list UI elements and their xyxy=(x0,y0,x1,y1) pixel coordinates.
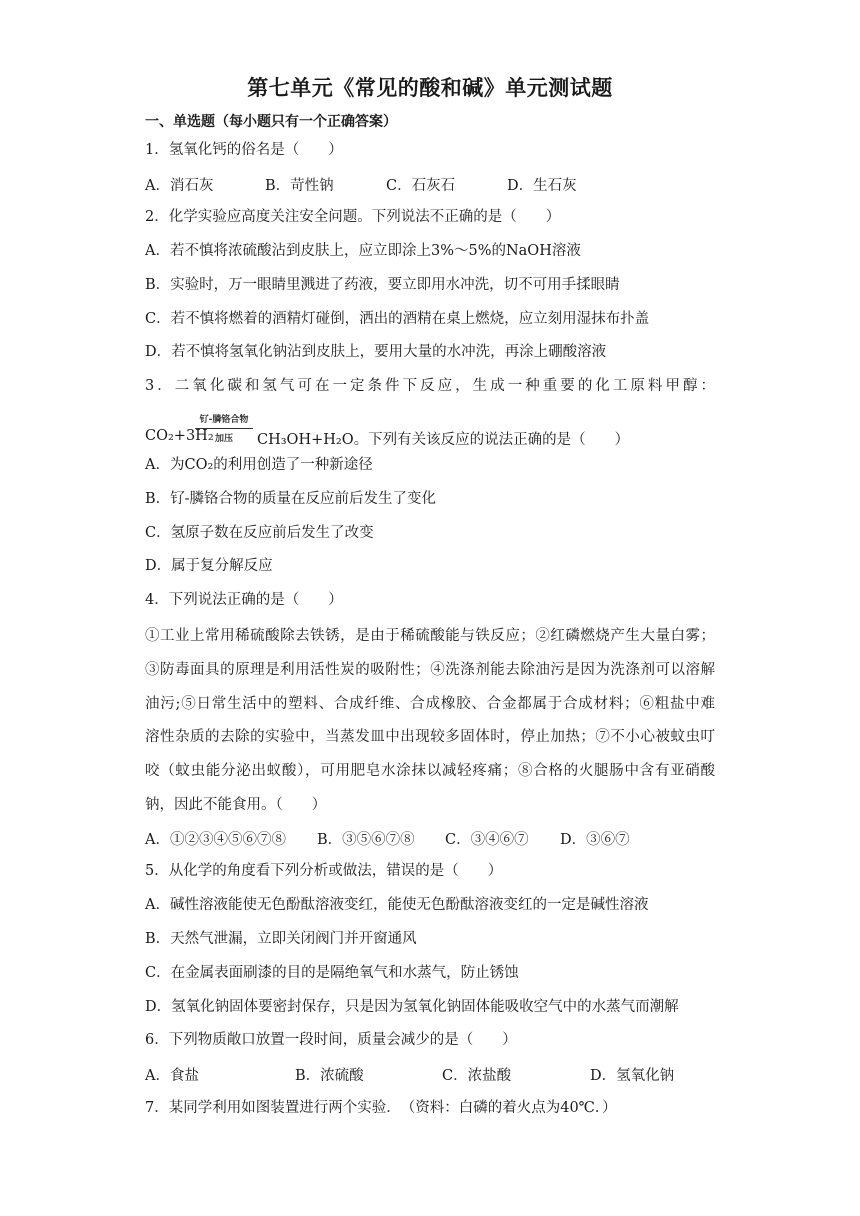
option-d: D．氢氧化钠 xyxy=(590,1068,675,1084)
equation-bar xyxy=(195,428,253,429)
question-4-stem: 4．下列说法正确的是（ ） xyxy=(145,592,343,608)
equation-pressure: 加压 xyxy=(214,434,233,444)
question-1-options xyxy=(145,174,715,194)
question-3-stem: 3．二氧化碳和氢气可在一定条件下反应，生成一种重要的化工原料甲醇： xyxy=(145,378,715,394)
question-4-body-line: 溶性杂质的去除的实验中，当蒸发皿中出现较多固体时，停止加热；⑦不小心被蚊虫叮 xyxy=(145,729,715,745)
question-4-body-line: 油污;⑤日常生活中的塑料、合成纤维、合成橡胶、合金都属于合成材料；⑥粗盐中难 xyxy=(145,696,715,712)
question-4-body-line: 咬（蚊虫能分泌出蚁酸），可用肥皂水涂抹以减轻疼痛；⑧合格的火腿肠中含有亚硝酸 xyxy=(145,763,715,779)
option-c: C．③④⑥⑦ xyxy=(445,832,529,848)
question-6-options xyxy=(145,1064,715,1084)
page-title: 第七单元《常见的酸和碱》单元测试题 xyxy=(247,76,613,100)
question-7-stem: 7．某同学利用如图装置进行两个实验． （资料：白磷的着火点为40℃．） xyxy=(145,1100,617,1116)
question-5-option-a: A．碱性溶液能使无色酚酞溶液变红，能使无色酚酞溶液变红的一定是碱性溶液 xyxy=(145,897,649,913)
option-b: B．苛性钠 xyxy=(265,178,334,194)
question-3-option-c: C．氢原子数在反应前后发生了改变 xyxy=(145,525,374,541)
question-3-option-a: A．为CO₂的利用创造了一种新途径 xyxy=(145,457,373,473)
equation-products-and-question: CH₃OH+H₂O。下列有关该反应的说法正确的是（ ） xyxy=(257,432,630,448)
option-a: A．消石灰 xyxy=(145,178,214,194)
option-d: D．③⑥⑦ xyxy=(560,832,630,848)
question-2-option-b: B．实验时，万一眼睛里溅进了药液，要立即用水冲洗，切不可用手揉眼睛 xyxy=(145,277,620,293)
question-2-stem: 2．化学实验应高度关注安全问题。下列说法不正确的是（ ） xyxy=(145,209,561,225)
equation-catalyst: 钌-膦铬合物 xyxy=(199,415,249,425)
question-4-body-line: 钠，因此不能食用。（ ） xyxy=(145,797,327,813)
question-4-body-line: ①工业上常用稀硫酸除去铁锈，是由于稀硫酸能与铁反应；②红磷燃烧产生大量白雾； xyxy=(145,628,715,644)
section-heading: 一、单选题（每小题只有一个正确答案） xyxy=(145,114,397,130)
option-c: C．石灰石 xyxy=(386,178,456,194)
option-c: C．浓盐酸 xyxy=(442,1068,512,1084)
option-a: A．食盐 xyxy=(145,1068,199,1084)
question-2-option-a: A．若不慎将浓硫酸沾到皮肤上，应立即涂上3%～5%的NaOH溶液 xyxy=(145,243,581,259)
question-2-option-c: C．若不慎将燃着的酒精灯碰倒，洒出的酒精在桌上燃烧，应立刻用湿抹布扑盖 xyxy=(145,311,650,327)
equation-reactants: CO₂+3H₂ xyxy=(145,428,214,444)
option-b: B．③⑤⑥⑦⑧ xyxy=(317,832,415,848)
equation-condition-arrow xyxy=(193,412,255,452)
question-4-body-line: ③防毒面具的原理是利用活性炭的吸附性；④洗涤剂能去除油污是因为洗涤剂可以溶解 xyxy=(145,662,715,678)
question-3-option-b: B．钌-膦铬合物的质量在反应前后发生了变化 xyxy=(145,491,437,507)
question-6-stem: 6．下列物质敞口放置一段时间，质量会减少的是（ ） xyxy=(145,1032,517,1048)
question-5-option-d: D．氢氧化钠固体要密封保存，只是因为氢氧化钠固体能吸收空气中的水蒸气而潮解 xyxy=(145,999,679,1015)
question-3-option-d: D．属于复分解反应 xyxy=(145,558,273,574)
question-4-options xyxy=(145,828,715,848)
option-a: A．①②③④⑤⑥⑦⑧ xyxy=(145,832,286,848)
chemical-equation xyxy=(145,410,715,458)
question-5-option-c: C．在金属表面刷漆的目的是隔绝氧气和水蒸气，防止锈蚀 xyxy=(145,965,519,981)
question-1-stem: 1．氢氧化钙的俗名是（ ） xyxy=(145,142,343,158)
question-5-option-b: B．天然气泄漏，立即关闭阀门并开窗通风 xyxy=(145,931,417,947)
option-d: D．生石灰 xyxy=(507,178,577,194)
question-5-stem: 5．从化学的角度看下列分析或做法，错误的是（ ） xyxy=(145,863,503,879)
question-2-option-d: D．若不慎将氢氧化钠沾到皮肤上，要用大量的水冲洗，再涂上硼酸溶液 xyxy=(145,344,607,360)
option-b: B．浓硫酸 xyxy=(295,1068,364,1084)
